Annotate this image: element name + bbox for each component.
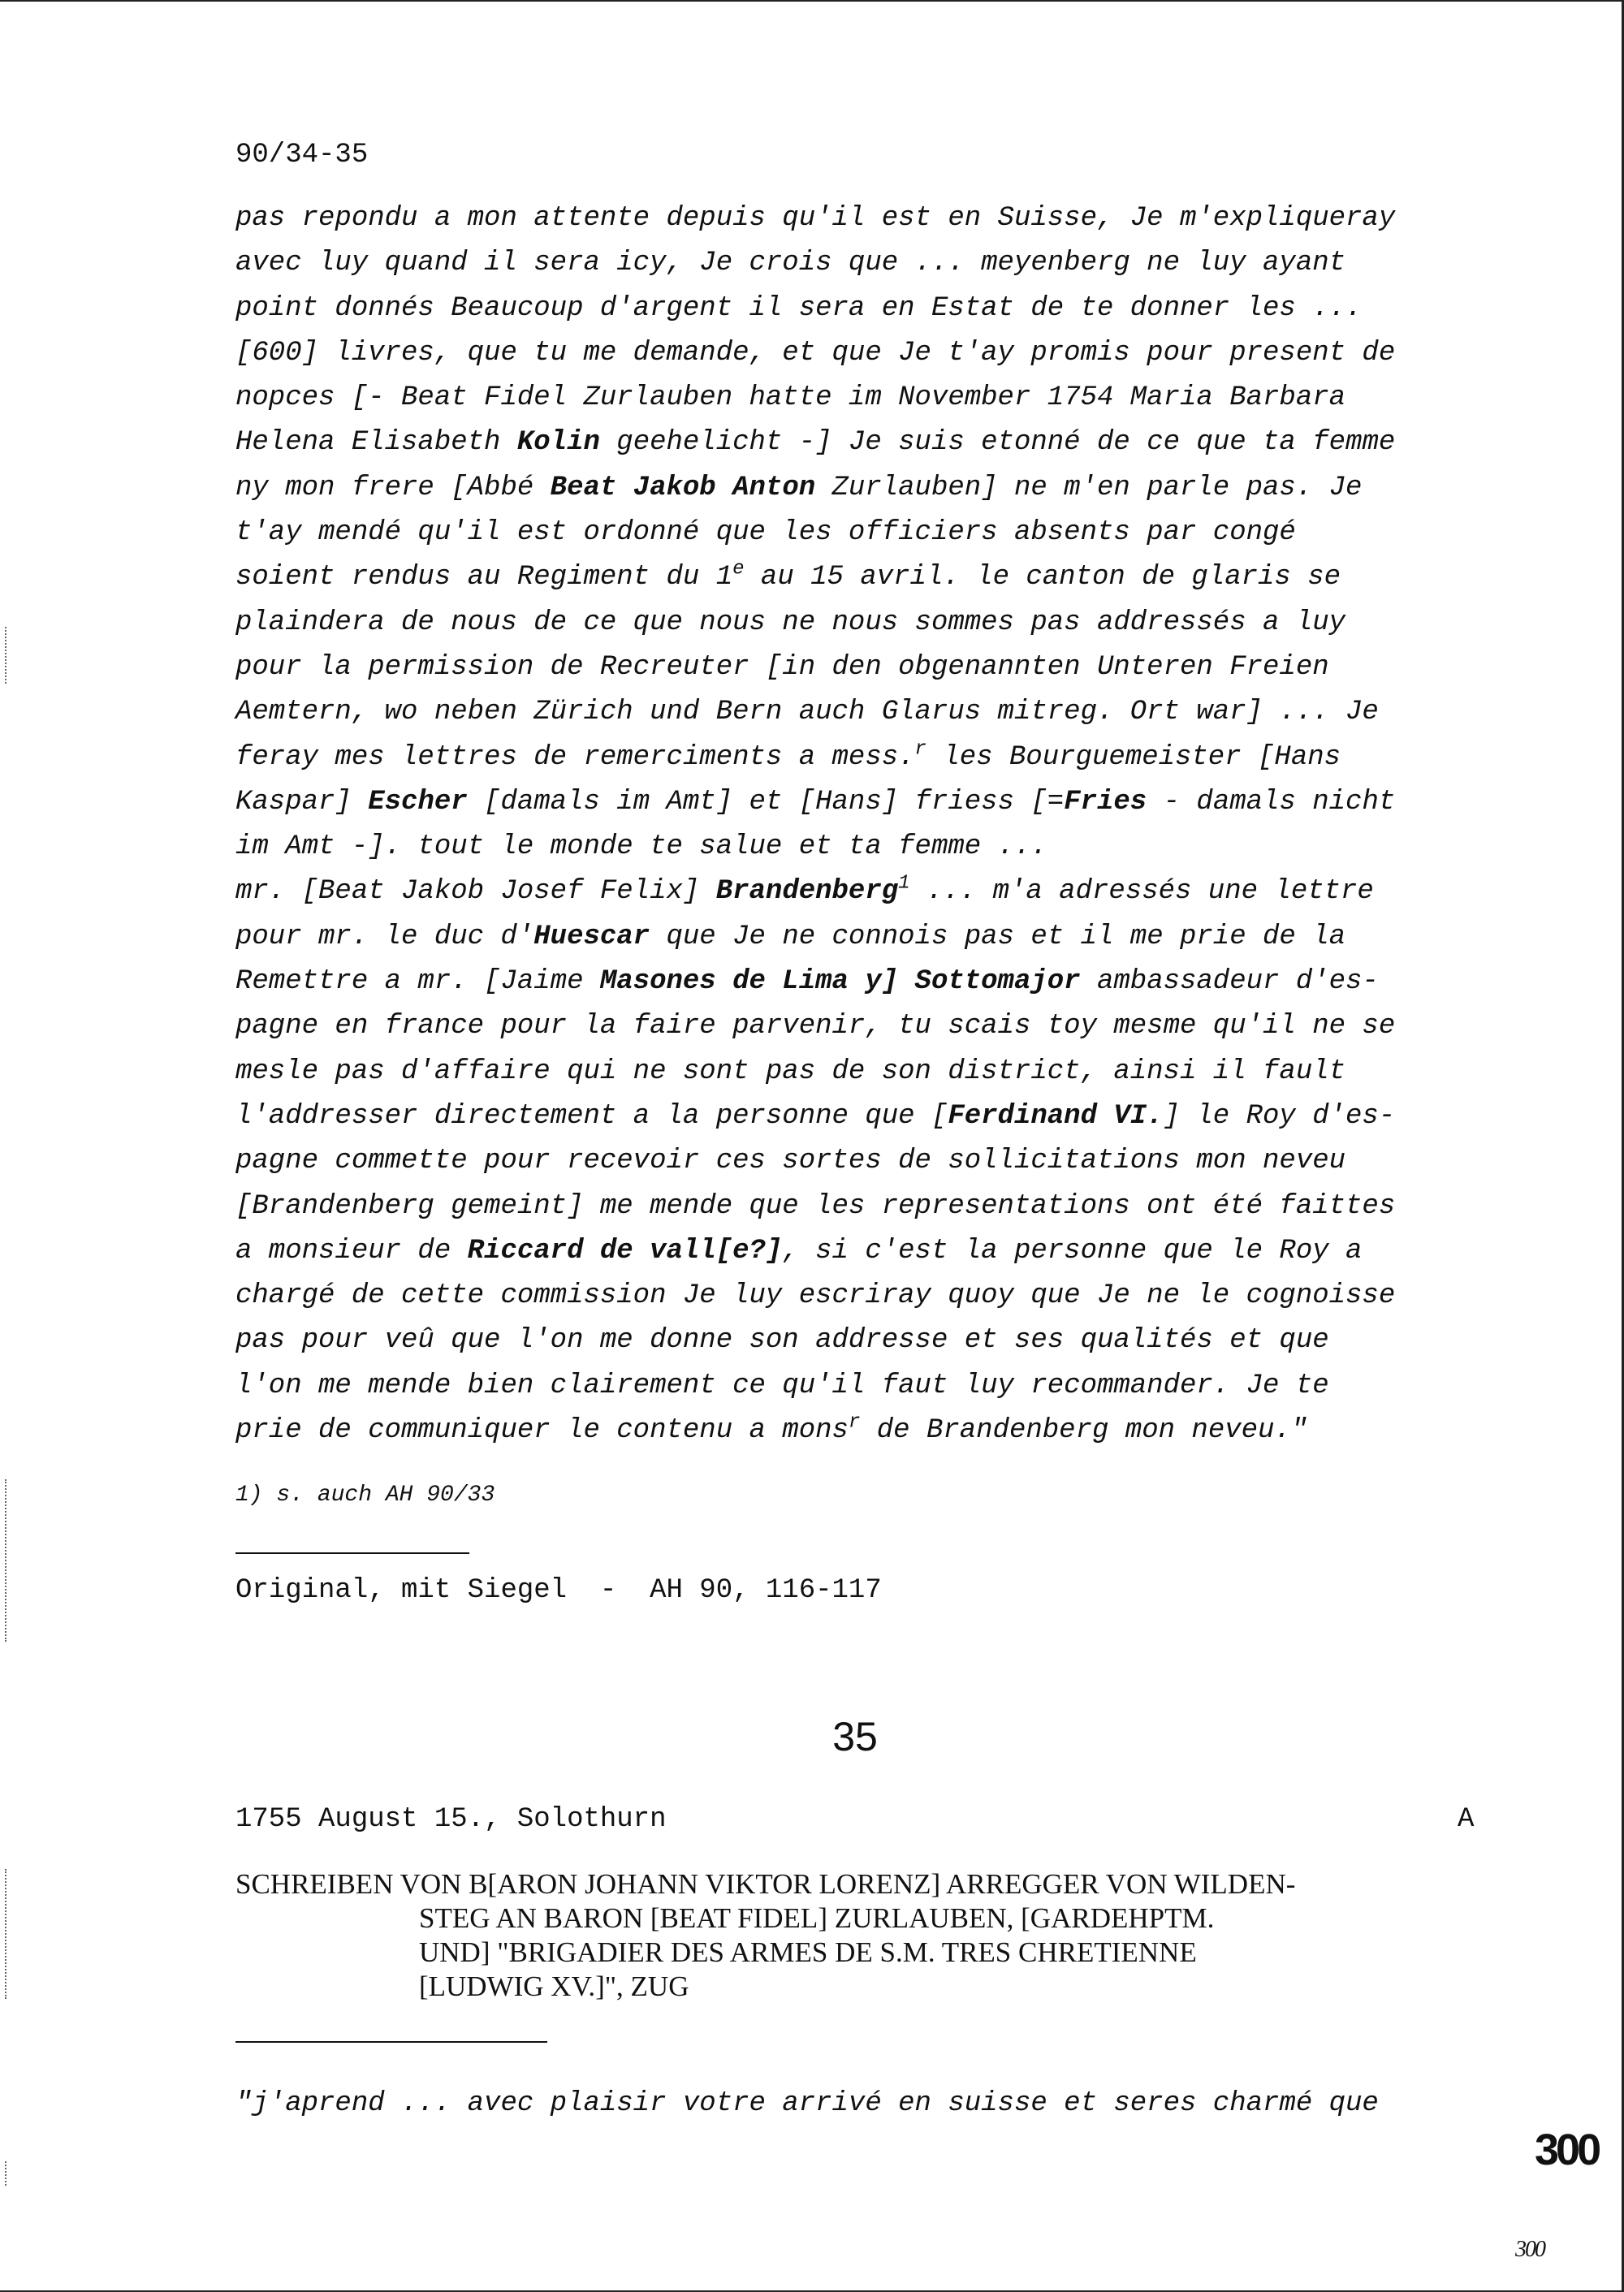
document-number: 35 (832, 1714, 878, 1759)
text-line: ny mon frere [Abbé Beat Jakob Anton Zurlauben] ne m'en parle pas. Je (235, 472, 1363, 503)
text-line: mesle pas d'affaire qui ne sont pas de son district, ainsi il fault (235, 1055, 1346, 1087)
handwritten-page-number: 300 (1515, 2237, 1544, 2262)
text-line: pas pour veû que l'on me donne son addresse et ses qualités et que (235, 1325, 1329, 1357)
text-line: l'addresser directement a la personne que [Ferdinand VI.] le Roy d'es- (235, 1100, 1396, 1132)
text-line: nopces [- Beat Fidel Zurlauben hatte im November 1754 Maria Barbara (235, 382, 1346, 414)
text-line: [600] livres, que tu me demande, et que Je t'ay promis pour present de (235, 337, 1396, 369)
scan-edge-mark (5, 2161, 15, 2186)
text-line: t'ay mendé qu'il est ordonné que les officiers absents par congé (235, 517, 1296, 549)
name-beat-jakob-anton: Beat Jakob Anton (550, 472, 816, 503)
text-line: pour la permission de Recreuter [in den obgenannten Unteren Freien (235, 651, 1329, 683)
name-riccard: Riccard de vall[e?] (467, 1235, 783, 1267)
text-line: mr. [Beat Jakob Josef Felix] Brandenberg$^1$ ... m'a adressés une lettre (235, 873, 1374, 908)
text-line: [Brandenberg gemeint] me mende que les representations ont été faittes (235, 1190, 1396, 1222)
text-line: pagne commette pour recevoir ces sortes de sollicitations mon neveu (235, 1146, 1346, 1177)
text-line: Aemtern, wo neben Zürich und Bern auch Glarus mitreg. Ort war] ... Je (235, 697, 1379, 728)
title-line: [LUDWIG XV.]", ZUG (419, 1970, 689, 2002)
scan-edge-mark (5, 1479, 15, 1642)
divider (235, 2041, 547, 2043)
text-line: plaindera de nous de ce que nous ne nous sommes pas addressés a luy (235, 606, 1346, 638)
title-line: SCHREIBEN VON B[ARON JOHANN VIKTOR LORENZ] ARREGGER VON WILDEN- (235, 1868, 1296, 1900)
name-escher: Escher (368, 786, 468, 818)
title-line: UND] "BRIGADIER DES ARMES DE S.M. TRES CHRETIENNE (419, 1936, 1197, 1968)
page-stamp-number: 300 (1535, 2126, 1599, 2174)
text-line: Kaspar] Escher [damals im Amt] et [Hans] friess [=Fries - damals nicht (235, 786, 1396, 818)
text-line: prie de communiquer le contenu a mons$^r$ de Brandenberg mon neveu." (235, 1411, 1308, 1447)
text-line: pagne en france pour la faire parvenir, tu scais toy mesme qu'il ne se (235, 1011, 1396, 1042)
scan-edge-mark (5, 1869, 15, 1999)
text-line: Remettre a mr. [Jaime Masones de Lima y] Sottomajor ambassadeur d'es- (235, 966, 1379, 998)
name-sottomajor: Masones de Lima y] Sottomajor (599, 966, 1081, 998)
letter-continuation (235, 196, 1502, 1453)
name-kolin: Kolin (516, 427, 600, 459)
scan-edge-mark (5, 627, 15, 684)
document-type: A (1458, 1804, 1475, 1835)
document-title (235, 1867, 1510, 2004)
page-reference: 90/34-35 (235, 140, 369, 170)
text-line: l'on me mende bien clairement ce qu'il faut luy recommander. Je te (235, 1370, 1329, 1401)
footnote-marker: 1 (898, 873, 910, 896)
name-huescar: Huescar (533, 921, 650, 952)
text-line: im Amt -]. tout le monde te salue et ta femme ... (235, 831, 1047, 863)
source-note: Original, mit Siegel - AH 90, 116-117 (235, 1575, 882, 1606)
name-fries: Fries (1064, 786, 1147, 818)
footnote: 1) s. auch AH 90/33 (235, 1483, 495, 1508)
letter-excerpt: "j'aprend ... avec plaisir votre arrivé en suisse et seres charmé que (235, 2088, 1379, 2119)
divider (235, 1552, 469, 1554)
text-line: pour mr. le duc d'Huescar que Je ne connois pas et il me prie de la (235, 921, 1346, 952)
text-line: pas repondu a mon attente depuis qu'il est en Suisse, Je m'expliqueray (235, 203, 1396, 234)
text-line: Helena Elisabeth Kolin geehelicht -] Je suis etonné de ce que ta femme (235, 427, 1396, 459)
text-line: feray mes lettres de remerciments a mess.$^r$ les Bourguemeister [Hans (235, 738, 1341, 773)
text-line: point donnés Beaucoup d'argent il sera en Estat de te donner les ... (235, 292, 1363, 324)
date-place: 1755 August 15., Solothurn (235, 1804, 667, 1835)
text-line: soient rendus au Regiment du 1e au 15 avril. le canton de glaris se (235, 559, 1341, 594)
title-line: STEG AN BARON [BEAT FIDEL] ZURLAUBEN, [GARDEHPTM. (419, 1902, 1215, 1934)
name-ferdinand: Ferdinand VI. (948, 1100, 1164, 1132)
text-line: avec luy quand il sera icy, Je crois que ... meyenberg ne luy ayant (235, 248, 1346, 279)
text-line: chargé de cette commission Je luy escriray quoy que Je ne le cognoisse (235, 1280, 1396, 1312)
text-line: a monsieur de Riccard de vall[e?], si c'est la personne que le Roy a (235, 1235, 1363, 1267)
name-brandenberg: Brandenberg (715, 876, 899, 908)
